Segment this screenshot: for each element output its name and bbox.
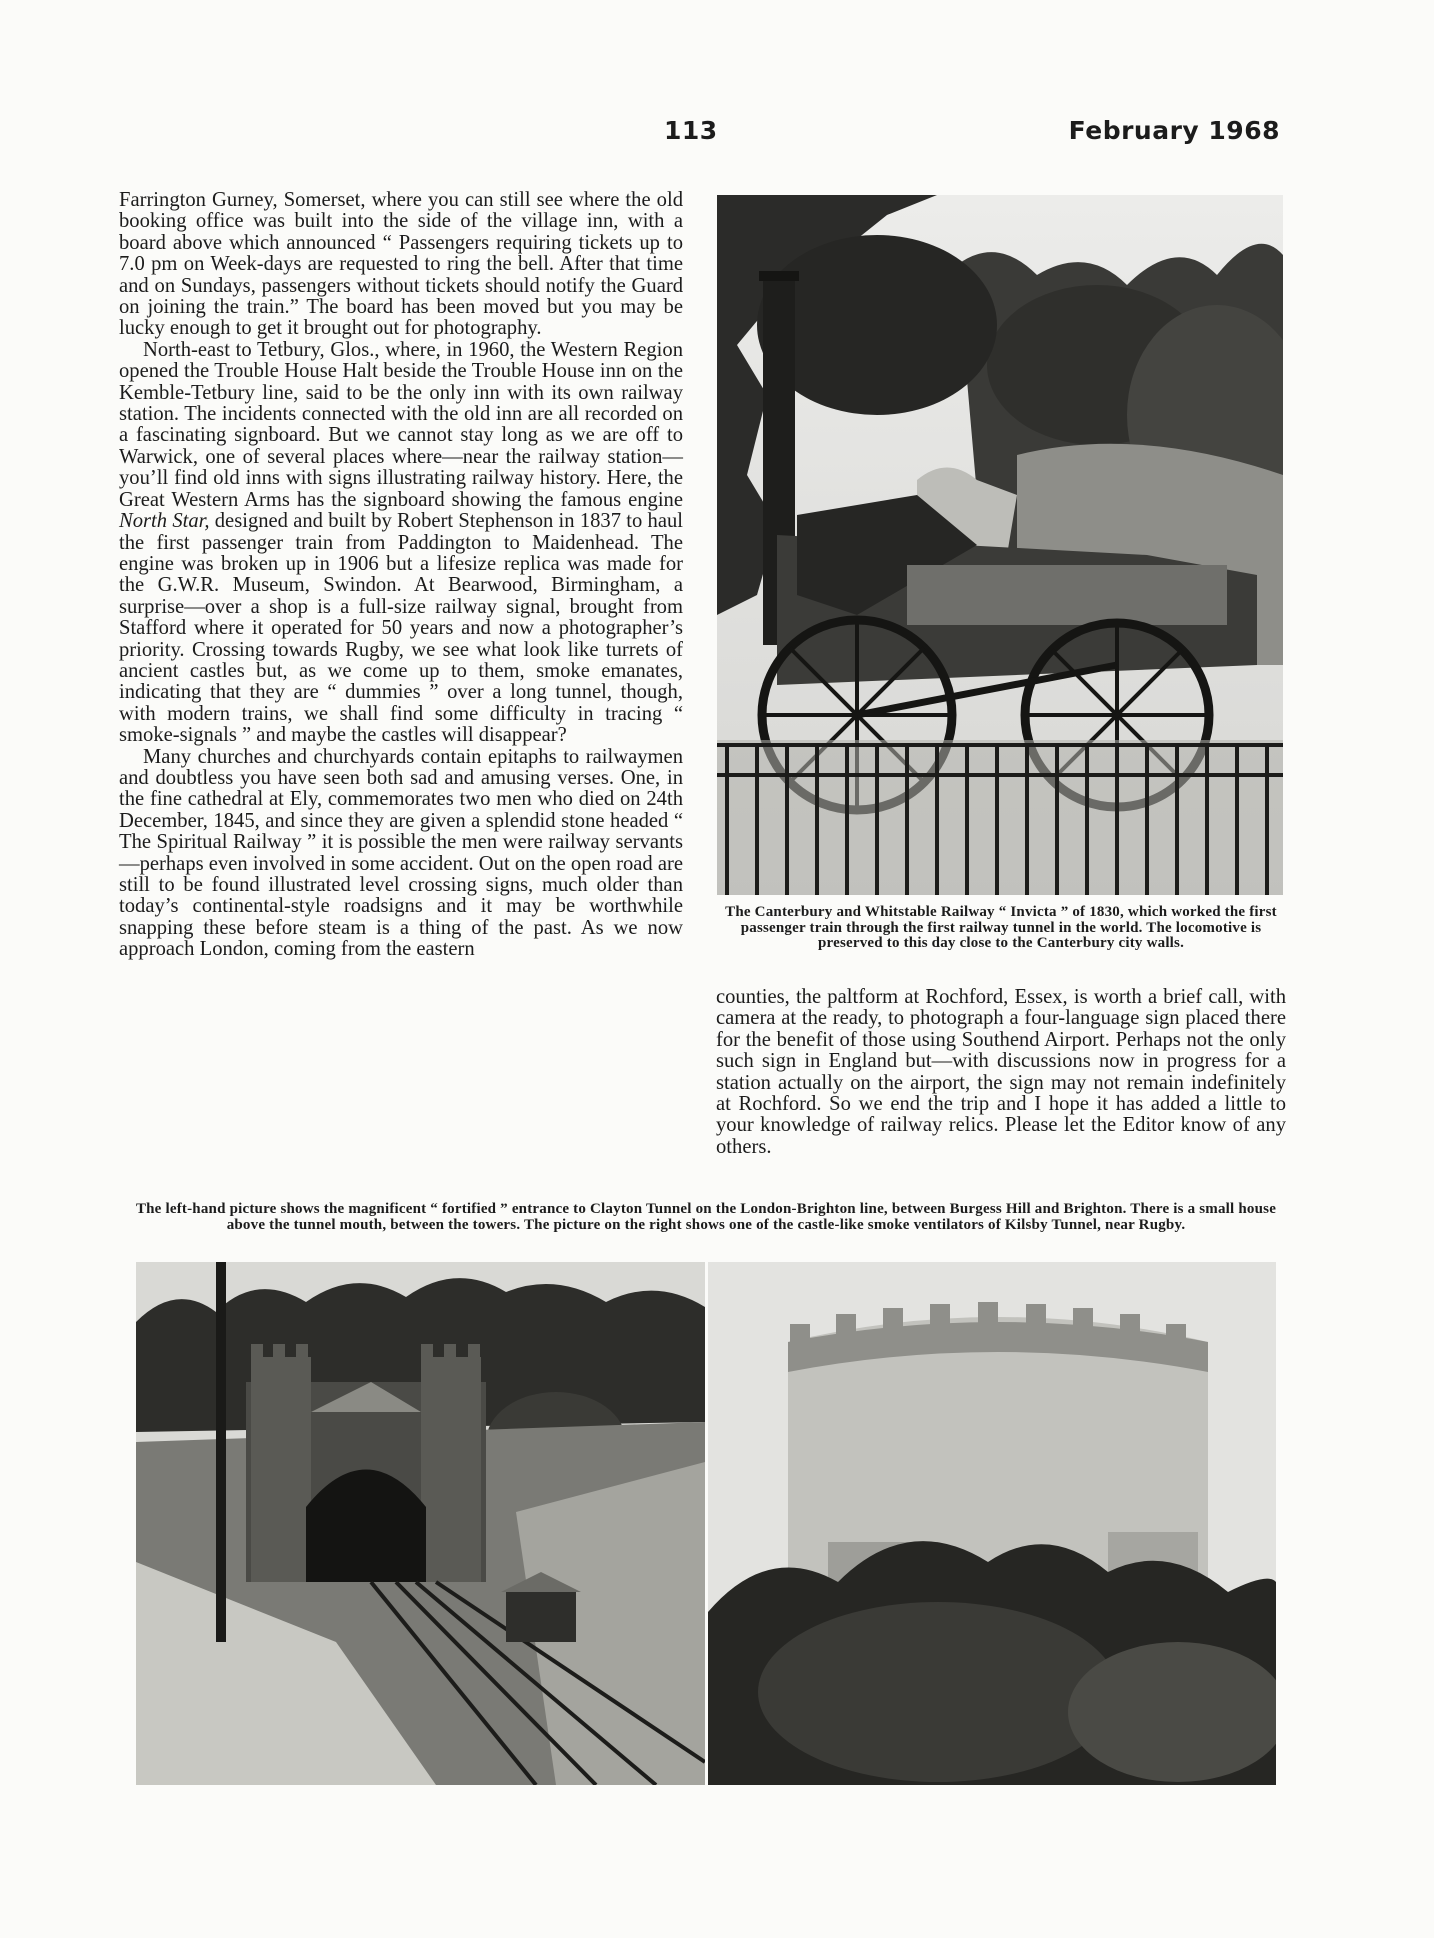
paragraph-farrington: Farrington Gurney, Somerset, where you can still see where the old booking office was built into the side of the village inn, with a board above which announced “ Passengers requiring tickets up to 7.0 pm on Week-days are requested to ring the bell. After that time and on Sundays, passengers without tickets should notify the Guard on joining the train.” The board has been moved but you may be lucky enough to get it brought out for photography.	[119, 189, 683, 340]
clayton-tunnel-photo	[136, 1262, 705, 1785]
kilsby-ventilator-photo	[708, 1262, 1276, 1785]
invicta-caption: The Canterbury and Whitstable Railway “ Invicta ” of 1830, which worked the first passenger train through the first railway tunnel in the world. The locomotive is preserved to this day close to the Canterbury city walls.	[725, 904, 1277, 952]
page-number: 113	[664, 116, 718, 145]
tunnel-photos-caption: The left-hand picture shows the magnificent “ fortified ” entrance to Clayton Tunnel on the London-Brighton line, between Burgess Hill and Brighton. There is a small house above the tunnel mouth, between the towers. The picture on the right shows one of the castle-like smoke ventilators of Kilsby Tunnel, near Rugby.	[135, 1201, 1277, 1233]
left-text-column	[119, 190, 683, 961]
paragraph-rochford: counties, the paltform at Rochford, Essex, is worth a brief call, with camera at the ready, to photograph a four-language sign placed there for the benefit of those using Southend Airport. Perhaps not the only such sign in England but—with discussions now in progress for a station actually on the airport, the sign may not remain indefinitely at Rochford. So we end the trip and I hope it has added a little to your knowledge of railway relics. Please let the Editor know of any others.	[716, 986, 1286, 1158]
invicta-locomotive-photo	[717, 195, 1283, 895]
paragraph-epitaphs: Many churches and churchyards contain epitaphs to railwaymen and doubtless you have seen both sad and amusing verses. One, in the fine cathedral at Ely, commemorates two men who died on 24th December, 1845, and since they are given a splendid stone headed “ The Spiritual Railway ” it is possible the men were railway servants—perhaps even involved in some accident. Out on the open road are still to be found illustrated level crossing signs, much older than today’s continental-style roadsigns and it may be worthwhile snapping these before steam is a thing of the past. As we now approach London, coming from the eastern	[119, 745, 683, 961]
right-text-column	[716, 987, 1286, 1158]
engine-name: North Star,	[119, 510, 210, 533]
paragraph-tetbury: North-east to Tetbury, Glos., where, in 1960, the Western Region opened the Trouble House Halt beside the Trouble House inn on the Kemble-Tetbury line, said to be the only inn with its own railway station. The incidents connected with the old inn are all recorded on a fascinating signboard. But we cannot stay long as we are off to Warwick, one of several places where—near the railway station—you’ll find old inns with signs illustrating railway history. Here, the Great Western Arms has the signboard showing the famous engine North Star, designed and built by Robert Stephenson in 1837 to haul the first passenger train from Paddington to Maidenhead. The engine was broken up in 1906 but a lifesize replica was made for the G.W.R. Museum, Swindon. At Bearwood, Birmingham, a surprise—over a shop is a full-size railway signal, brought from Stafford where it operated for 50 years and now a photographer’s priority. Crossing towards Rugby, we see what look like turrets of ancient castles but, as we come up to them, smoke emanates, indicating that they are “ dummies ” over a long tunnel, though, with modern trains, we shall find some difficulty in tracing “ smoke-signals ” and maybe the castles will disappear?	[119, 338, 683, 747]
issue-date: February 1968	[1068, 116, 1280, 145]
